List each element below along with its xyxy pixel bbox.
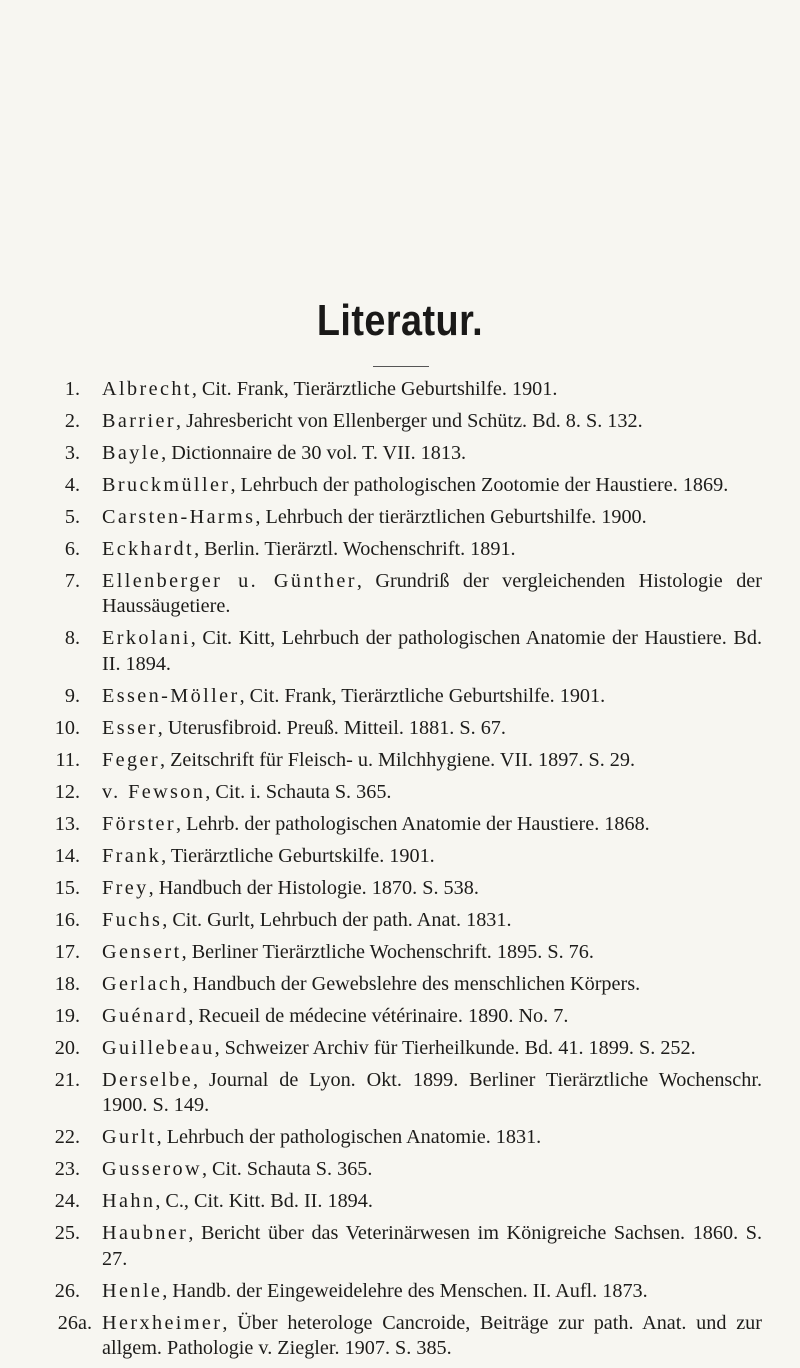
reference-entry [42, 1004, 762, 1029]
reference-text [102, 684, 762, 709]
reference-entry [42, 569, 762, 620]
reference-text [102, 876, 762, 901]
reference-entry [42, 940, 762, 965]
reference-text [102, 1004, 762, 1029]
reference-entry [42, 1157, 762, 1182]
reference-details: , Zeitschrift für Fleisch- u. Milchhygiene. VII. 1897. S. 29. [159, 748, 636, 771]
reference-number: 19. [54, 1004, 80, 1027]
reference-details: , Recueil de médecine vétérinaire. 1890. No. 7. [188, 1004, 569, 1027]
reference-text [102, 569, 762, 620]
reference-details: , Lehrbuch der pathologischen Zootomie der Haustiere. 1869. [230, 474, 729, 496]
reference-text [102, 908, 762, 933]
reference-number: 13. [54, 812, 80, 835]
reference-entry [42, 1279, 762, 1304]
reference-number: 15. [54, 876, 80, 899]
reference-number: 26. [54, 1279, 80, 1302]
reference-details: , Cit. Frank, Tierärztliche Geburtshilfe. 1901. [239, 684, 606, 707]
reference-author: Gusserow [102, 1158, 202, 1181]
reference-entry [42, 716, 762, 741]
reference-details: , C., Cit. Kitt. Bd. II. 1894. [155, 1190, 373, 1213]
reference-entry [42, 441, 762, 466]
reference-author: Frey [102, 876, 149, 899]
reference-text [102, 1068, 762, 1119]
reference-text [102, 505, 762, 530]
reference-author: Guénard [102, 1004, 189, 1027]
reference-entry [42, 377, 762, 402]
reference-text [102, 1279, 762, 1304]
reference-details: , Cit. i. Schauta S. 365. [205, 780, 392, 803]
reference-entry [42, 409, 762, 434]
reference-entry [42, 1311, 762, 1362]
reference-details: , Handb. der Eingeweidelehre des Menschen. II. Aufl. 1873. [162, 1279, 648, 1302]
reference-author: Gensert [102, 940, 182, 963]
reference-text [102, 409, 762, 434]
reference-entry [42, 876, 762, 901]
reference-details: , Über heterologe Cancroide, Beiträge zur path. Anat. und zur allgem. Pathologie v. Ziegler. 1907. S. 385. [102, 1311, 762, 1360]
reference-number: 2. [64, 410, 80, 432]
reference-text [102, 972, 762, 997]
reference-entry [42, 1189, 762, 1214]
reference-text [102, 1036, 762, 1061]
reference-number: 10. [54, 716, 80, 739]
reference-text [102, 1221, 762, 1272]
reference-details: , Bericht über das Veterinärwesen im Königreiche Sachsen. 1860. S. 27. [102, 1222, 762, 1270]
reference-number: 4. [64, 474, 80, 496]
reference-number: 14. [54, 844, 80, 867]
reference-number: 16. [54, 908, 80, 931]
reference-text [102, 537, 762, 562]
reference-details: , Handbuch der Histologie. 1870. S. 538. [148, 876, 479, 899]
reference-details: , Uterusfibroid. Preuß. Mitteil. 1881. S. 67. [157, 716, 506, 739]
reference-text [102, 716, 762, 741]
reference-text [102, 780, 762, 805]
reference-text [102, 626, 762, 677]
reference-author: Gurlt [102, 1126, 157, 1149]
reference-author: Bruckmüller [102, 474, 231, 496]
reference-number: 6. [64, 538, 80, 560]
reference-entry [42, 972, 762, 997]
reference-number: 7. [64, 570, 80, 592]
reference-details: , Schweizer Archiv für Tierheilkunde. Bd. 41. 1899. S. 252. [214, 1036, 696, 1059]
reference-number: 9. [64, 684, 80, 707]
reference-number: 11. [55, 748, 80, 771]
reference-author: Guillebeau [102, 1036, 215, 1059]
reference-number: 18. [54, 972, 80, 995]
reference-details: , Cit. Gurlt, Lehrbuch der path. Anat. 1831. [162, 908, 512, 931]
reference-details: , Berlin. Tierärztl. Wochenschrift. 1891. [194, 538, 516, 560]
reference-number: 20. [54, 1036, 80, 1059]
reference-author: Eckhardt [102, 538, 195, 560]
reference-entry [42, 908, 762, 933]
reference-text [102, 1189, 762, 1214]
reference-number: 26a. [57, 1311, 92, 1334]
reference-entry [42, 748, 762, 773]
reference-author: Fuchs [102, 908, 163, 931]
reference-text [102, 1157, 762, 1182]
reference-entry [42, 812, 762, 837]
reference-entry [42, 626, 762, 677]
reference-author: Esser [102, 716, 158, 739]
reference-text [102, 473, 762, 498]
reference-details: , Cit. Frank, Tierärztliche Geburtshilfe. 1901. [191, 378, 558, 400]
reference-author: Feger [102, 748, 160, 771]
reference-entry [42, 505, 762, 530]
reference-entry [42, 1221, 762, 1272]
reference-entry [42, 1068, 762, 1119]
reference-entry [42, 1125, 762, 1150]
reference-text [102, 940, 762, 965]
reference-text [102, 1125, 762, 1150]
reference-author: Barrier [102, 410, 176, 432]
reference-details: , Cit. Schauta S. 365. [201, 1158, 373, 1181]
reference-text [102, 441, 762, 466]
reference-number: 8. [64, 627, 80, 650]
reference-number: 21. [54, 1068, 80, 1091]
reference-number: 17. [54, 940, 80, 963]
reference-details: , Lehrb. der pathologischen Anatomie der Haustiere. 1868. [176, 812, 650, 835]
reference-details: , Dictionnaire de 30 vol. T. VII. 1813. [161, 442, 467, 464]
reference-entry [42, 1036, 762, 1061]
reference-number: 23. [54, 1158, 80, 1181]
reference-details: , Cit. Kitt, Lehrbuch der pathologischen Anatomie der Haustiere. Bd. II. 1894. [102, 627, 762, 675]
page-title: Literatur. [316, 296, 484, 345]
reference-entry [42, 844, 762, 869]
reference-details: , Lehrbuch der tierärztlichen Geburtshilfe. 1900. [255, 506, 647, 528]
reference-details: , Handbuch der Gewebslehre des menschlichen Körpers. [182, 972, 641, 995]
reference-author: Ellenberger u. Günther [102, 570, 357, 592]
reference-author: Frank [102, 844, 162, 867]
reference-author: Essen-Möller [102, 684, 240, 707]
reference-author: v. Fewson [102, 780, 206, 803]
reference-entry [42, 780, 762, 805]
reference-number: 12. [54, 780, 80, 803]
reference-author: Herxheimer [102, 1311, 223, 1334]
reference-text [102, 812, 762, 837]
reference-author: Erkolani [102, 627, 191, 650]
reference-author: Gerlach [102, 972, 183, 995]
reference-details: , Lehrbuch der pathologischen Anatomie. 1831. [156, 1126, 542, 1149]
reference-text [102, 1311, 762, 1362]
reference-author: Carsten-Harms [102, 506, 256, 528]
reference-author: Hahn [102, 1190, 156, 1213]
reference-text [102, 377, 762, 402]
reference-author: Albrecht [102, 378, 192, 400]
reference-author: Haubner [102, 1222, 189, 1245]
reference-author: Henle [102, 1279, 163, 1302]
reference-author: Derselbe [102, 1068, 193, 1091]
reference-number: 1. [64, 378, 80, 400]
reference-details: , Journal de Lyon. Okt. 1899. Berliner Tierärztliche Wochenschr. 1900. S. 149. [102, 1068, 762, 1117]
reference-author: Förster [102, 812, 176, 835]
reference-number: 5. [64, 506, 80, 528]
reference-entry [42, 537, 762, 562]
reference-number: 22. [54, 1126, 80, 1149]
reference-number: 24. [54, 1190, 80, 1213]
reference-entry [42, 473, 762, 498]
reference-number: 25. [54, 1222, 80, 1245]
reference-text [102, 844, 762, 869]
reference-details: , Jahresbericht von Ellenberger und Schütz. Bd. 8. S. 132. [175, 410, 643, 432]
reference-details: , Grundriß der vergleichenden Histologie der Haussäugetiere. [102, 570, 762, 618]
reference-list [42, 377, 762, 1368]
reference-author: Bayle [102, 442, 162, 464]
reference-details: , Tierärztliche Geburtskilfe. 1901. [161, 844, 435, 867]
reference-number: 3. [64, 442, 80, 464]
reference-entry [42, 684, 762, 709]
reference-text [102, 748, 762, 773]
reference-details: , Berliner Tierärztliche Wochenschrift. 1895. S. 76. [181, 940, 594, 963]
title-divider [373, 366, 429, 367]
